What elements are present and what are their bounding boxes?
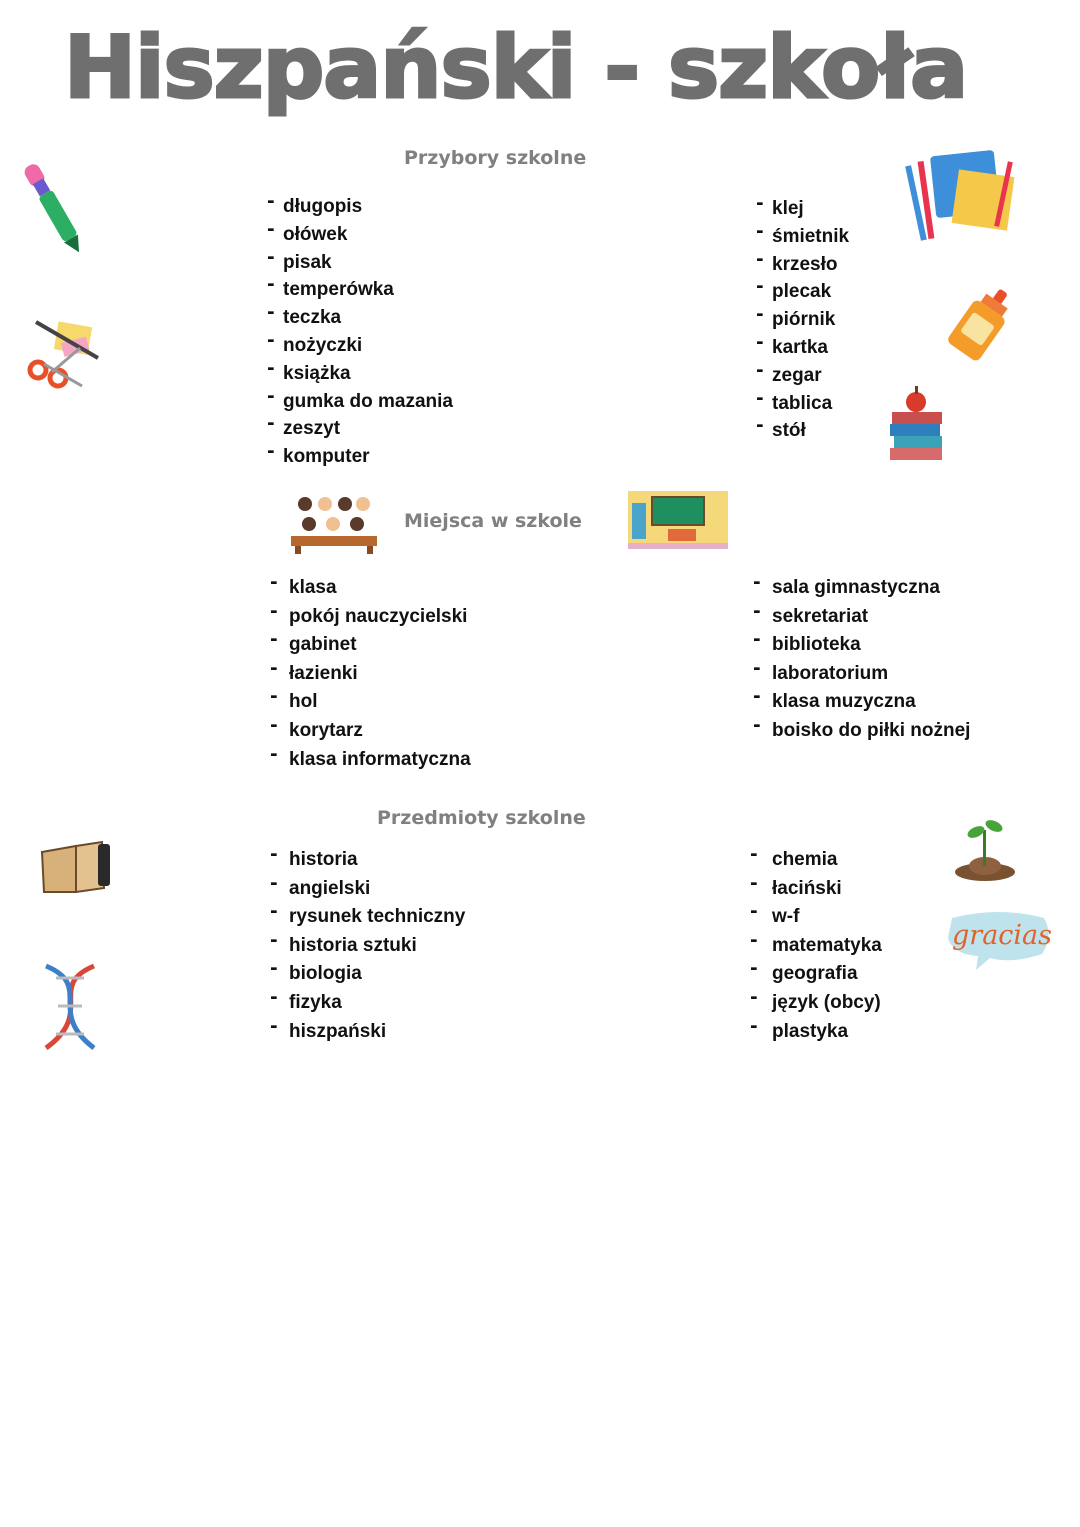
dash-separator: -	[756, 415, 764, 437]
polish-translation: gumka do mazania	[283, 390, 453, 412]
dash-separator: -	[267, 218, 275, 240]
section-heading-subjects: Przedmioty szkolne	[377, 807, 586, 829]
dash-separator: -	[267, 441, 275, 463]
dash-separator: -	[753, 600, 761, 622]
polish-translation: zeszyt	[283, 418, 341, 440]
polish-translation: pisak	[283, 251, 332, 273]
polish-translation: krzesło	[772, 253, 838, 275]
dash-separator: -	[270, 958, 278, 980]
dna-icon	[36, 962, 106, 1052]
dash-separator: -	[270, 844, 278, 865]
dash-separator: -	[753, 714, 761, 736]
notebook-pencils-icon	[905, 147, 1020, 245]
polish-translation: chemia	[772, 849, 838, 870]
dash-separator: -	[756, 304, 764, 326]
dash-separator: -	[267, 329, 275, 351]
dash-separator: -	[753, 629, 761, 651]
dash-separator: -	[750, 844, 758, 865]
polish-translation: łazienki	[289, 662, 358, 684]
polish-translation: tablica	[772, 392, 833, 414]
page-title: Hiszpański - szkoła	[64, 18, 968, 118]
dash-separator: -	[750, 901, 758, 923]
polish-translation: śmietnik	[772, 225, 850, 247]
dash-separator: -	[756, 248, 764, 270]
dash-separator: -	[756, 359, 764, 381]
dash-separator: -	[267, 413, 275, 435]
dash-separator: -	[267, 357, 275, 379]
dash-separator: -	[270, 714, 278, 736]
polish-translation: matematyka	[772, 934, 882, 956]
polish-translation: książka	[283, 362, 351, 384]
dash-separator: -	[753, 657, 761, 679]
dash-separator: -	[756, 220, 764, 242]
polish-translation: boisko do piłki nożnej	[772, 719, 971, 741]
dash-separator: -	[270, 629, 278, 651]
dash-separator: -	[753, 686, 761, 708]
dash-separator: -	[750, 872, 758, 894]
scissors-icon	[22, 318, 102, 396]
polish-translation: historia sztuki	[289, 934, 417, 956]
polish-translation: nożyczki	[283, 334, 363, 356]
classroom-board-icon	[628, 491, 728, 553]
polish-translation: angielski	[289, 877, 371, 899]
polish-translation: laboratorium	[772, 662, 889, 684]
dash-separator: -	[270, 686, 278, 708]
polish-translation: ołówek	[283, 223, 348, 245]
dash-separator: -	[756, 276, 764, 298]
gracias-sticker	[942, 910, 1054, 972]
polish-translation: temperówka	[283, 279, 394, 301]
section-heading-supplies: Przybory szkolne	[404, 147, 587, 169]
polish-translation: korytarz	[289, 719, 363, 741]
dash-separator: -	[267, 302, 275, 324]
polish-translation: klej	[772, 198, 804, 219]
dash-separator: -	[270, 901, 278, 923]
old-book-icon	[40, 838, 112, 896]
dash-separator: -	[267, 274, 275, 296]
pen-icon	[18, 155, 90, 263]
dash-separator: -	[270, 986, 278, 1008]
polish-translation: język (obcy)	[772, 991, 881, 1013]
polish-translation: łaciński	[772, 877, 842, 899]
polish-translation: klasa muzyczna	[772, 691, 916, 713]
polish-translation: sala gimnastyczna	[772, 577, 940, 598]
polish-translation: pokój nauczycielski	[289, 605, 468, 627]
polish-translation: hol	[289, 691, 318, 713]
polish-translation: piórnik	[772, 309, 836, 331]
section-heading-places: Miejsca w szkole	[404, 510, 582, 532]
polish-translation: geografia	[772, 963, 858, 985]
polish-translation: plecak	[772, 281, 832, 303]
dash-separator: -	[270, 657, 278, 679]
dash-separator: -	[753, 572, 761, 593]
polish-translation: hiszpański	[289, 1020, 387, 1042]
dash-separator: -	[270, 1015, 278, 1037]
dash-separator: -	[750, 929, 758, 951]
dash-separator: -	[750, 986, 758, 1008]
dash-separator: -	[267, 246, 275, 268]
classroom-kids-icon	[289, 492, 379, 554]
dash-separator: -	[750, 958, 758, 980]
dash-separator: -	[270, 743, 278, 765]
dash-separator: -	[270, 600, 278, 622]
polish-translation: w-f	[772, 906, 800, 928]
polish-translation: rysunek techniczny	[289, 906, 466, 928]
books-apple-icon	[886, 384, 948, 464]
polish-translation: plastyka	[772, 1020, 849, 1042]
polish-translation: kartka	[772, 336, 828, 358]
polish-translation: biologia	[289, 963, 362, 985]
glue-icon	[942, 282, 1020, 366]
dash-separator: -	[267, 385, 275, 407]
gracias-text: gracias	[952, 920, 1052, 951]
polish-translation: historia	[289, 849, 358, 870]
dash-separator: -	[270, 929, 278, 951]
polish-translation: teczka	[283, 307, 342, 329]
plant-sprout-icon	[952, 814, 1018, 882]
polish-translation: fizyka	[289, 991, 342, 1013]
dash-separator: -	[756, 193, 764, 214]
dash-separator: -	[270, 572, 278, 593]
dash-separator: -	[756, 331, 764, 353]
polish-translation: klasa	[289, 577, 337, 598]
polish-translation: stół	[772, 420, 806, 442]
dash-separator: -	[750, 1015, 758, 1037]
dash-separator: -	[756, 387, 764, 409]
polish-translation: sekretariat	[772, 605, 869, 627]
dash-separator: -	[270, 872, 278, 894]
polish-translation: zegar	[772, 364, 822, 386]
polish-translation: komputer	[283, 446, 370, 468]
polish-translation: długopis	[283, 196, 363, 217]
polish-translation: biblioteka	[772, 634, 861, 656]
polish-translation: klasa informatyczna	[289, 748, 471, 770]
polish-translation: gabinet	[289, 634, 357, 656]
dash-separator: -	[267, 191, 275, 212]
